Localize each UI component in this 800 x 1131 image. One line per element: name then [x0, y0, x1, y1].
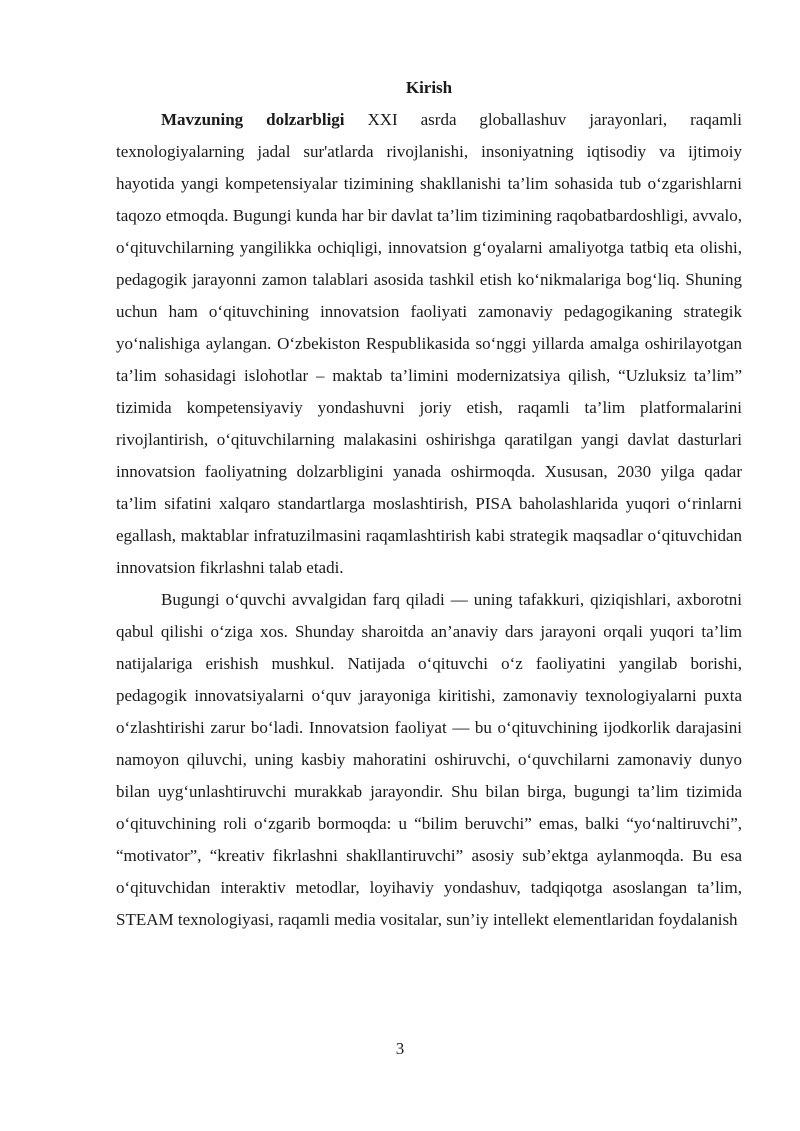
- page-number: 3: [395, 1039, 405, 1058]
- document-body: [116, 72, 742, 936]
- paragraph-lead-term: Mavzuning dolzarbligi: [161, 110, 345, 129]
- section-heading: Kirish: [405, 78, 453, 97]
- paragraph-relevance-text: XXI asrda globallashuv jarayonlari, raqamli texnologiyalarning jadal sur'atlarda rivojlanishi, insoniyatning iqtisodiy va ijtimoiy hayotida yangi kompetensiyalar tizimining shakllanishi ta’lim sohasida tub o‘zgarishlarni taqozo etmoqda. Bugungi kunda har bir davlat ta’lim tizimining raqobatbardoshligi, avvalo, o‘qituvchilarning yangilikka ochiqligi, innovatsion g‘oyalarni amaliyotga tatbiq eta olishi, pedagogik jarayonni zamon talablari asosida tashkil etish ko‘nikmalariga bog‘liq. Shuning uchun ham o‘qituvchining innovatsion faoliyati zamonaviy pedagogikaning strategik yo‘nalishiga aylangan. O‘zbekiston Respublikasida so‘nggi yillarda amalga oshirilayotgan ta’lim sohasidagi islohotlar – maktab ta’limini modernizatsiya qilish, “Uzluksiz ta’lim” tizimida kompetensiyaviy yondashuvni joriy etish, raqamli ta’lim platformalarini rivojlantirish, o‘qituvchilarning malakasini oshirishga qaratilgan yangi davlat dasturlari innovatsion faoliyatning dolzarbligini yanada oshirmoqda. Xususan, 2030 yilga qadar ta’lim sifatini xalqaro standartlarga moslashtirish, PISA baholashlarida yuqori o‘rinlarni egallash, maktablar infratuzilmasini raqamlashtirish kabi strategik maqsadlar o‘qituvchidan innovatsion fikrlashni talab etadi.: [116, 110, 742, 577]
- paragraph-modern-student: Bugungi o‘quvchi avvalgidan farq qiladi — uning tafakkuri, qiziqishlari, axborotni qabul qilishi o‘ziga xos. Shunday sharoitda an’anaviy dars jarayoni orqali yuqori ta’lim natijalariga erishish mushkul. Natijada o‘qituvchi o‘z faoliyatini yangilab borishi, pedagogik innovatsiyalarni o‘quv jarayoniga kiritishi, zamonaviy texnologiyalarni puxta o‘zlashtirishi zarur bo‘ladi. Innovatsion faoliyat — bu o‘qituvchining ijodkorlik darajasini namoyon qiluvchi, uning kasbiy mahoratini oshiruvchi, o‘quvchilarni zamonaviy dunyo bilan uyg‘unlashtiruvchi murakkab jarayondir. Shu bilan birga, bugungi ta’lim tizimida o‘qituvchining roli o‘zgarib bormoqda: u “bilim beruvchi” emas, balki “yo‘naltiruvchi”, “motivator”, “kreativ fikrlashni shakllantiruvchi” asosiy sub’ektga aylanmoqda. Bu esa o‘qituvchidan interaktiv metodlar, loyihaviy yondashuv, tadqiqotga asoslangan ta’lim, STEAM texnologiyasi, raqamli media vositalar, sun’iy intellekt elementlaridan foydalanish: [116, 590, 742, 929]
- paragraph-relevance: [116, 104, 742, 584]
